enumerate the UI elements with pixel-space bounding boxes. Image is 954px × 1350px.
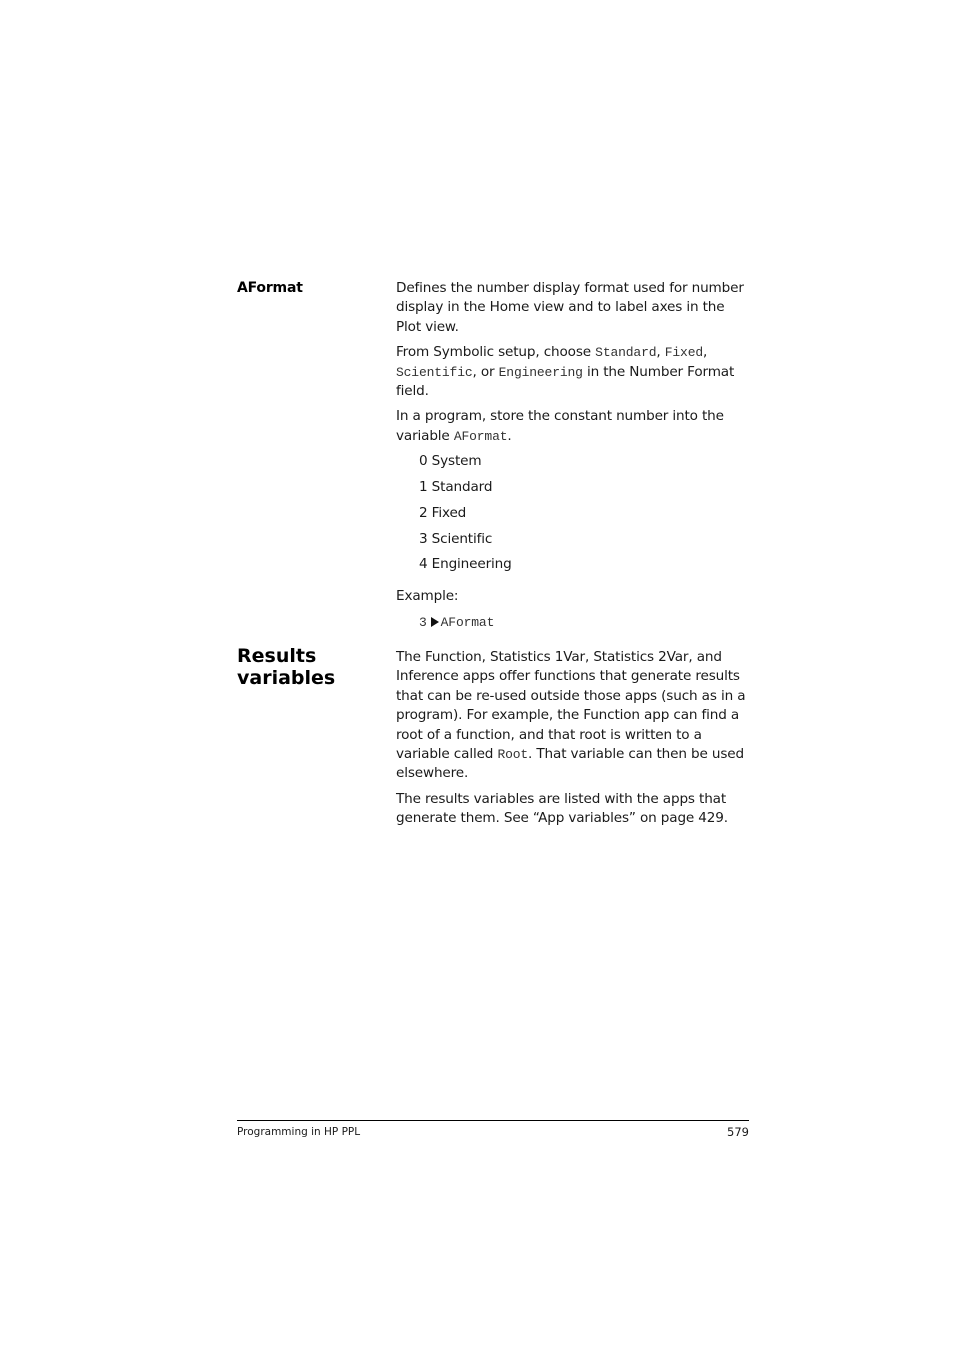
text: , bbox=[656, 344, 665, 361]
results-variables-heading: Results variables bbox=[237, 645, 336, 689]
aformat-paragraph-3 bbox=[396, 407, 752, 446]
page-number: 579 bbox=[727, 1125, 749, 1139]
format-option: 1 Standard bbox=[419, 479, 493, 496]
text: The Function, Statistics 1Var, Statistics 2Var, and Inference apps offer functions that generate results that can be re-used outside those apps (such as in a program). For example, the Function app can find a root of a function, and that root is written to a variable called bbox=[396, 649, 746, 763]
format-options-list bbox=[419, 452, 752, 581]
aformat-description bbox=[396, 279, 752, 632]
text: . bbox=[507, 427, 512, 444]
code-fixed: Fixed bbox=[664, 345, 703, 361]
code-root: Root bbox=[497, 747, 529, 763]
results-paragraph-1 bbox=[396, 648, 752, 784]
format-option: 3 Scientific bbox=[419, 530, 493, 547]
results-variables-description bbox=[396, 648, 752, 835]
text: In a program, store the constant number into the variable bbox=[396, 408, 724, 444]
aformat-paragraph-1: Defines the number display format used for number display in the Home view and to label axes in the Plot view. bbox=[396, 280, 744, 335]
footer-rule bbox=[237, 1120, 749, 1121]
example-variable: AFormat bbox=[440, 614, 495, 630]
example-value: 3 bbox=[419, 614, 427, 630]
text: From Symbolic setup, choose bbox=[396, 344, 596, 361]
text: in the Number Format field. bbox=[396, 363, 735, 400]
text: , or bbox=[472, 363, 499, 380]
results-paragraph-2: The results variables are listed with the apps that generate them. See “App variables” on page 429. bbox=[396, 790, 728, 827]
example-code bbox=[419, 613, 752, 632]
aformat-paragraph-2 bbox=[396, 343, 752, 401]
code-scientific: Scientific bbox=[396, 364, 473, 380]
code-aformat: AFormat bbox=[453, 428, 508, 444]
format-option: 4 Engineering bbox=[419, 556, 512, 573]
example-label: Example: bbox=[396, 588, 459, 605]
code-standard: Standard bbox=[595, 345, 657, 361]
text: . That variable can then be used elsewhere. bbox=[396, 746, 744, 782]
code-engineering: Engineering bbox=[498, 364, 583, 380]
store-arrow-icon bbox=[431, 617, 439, 627]
text: , bbox=[703, 344, 708, 361]
format-option: 2 Fixed bbox=[419, 504, 467, 521]
footer-title: Programming in HP PPL bbox=[237, 1126, 361, 1138]
format-option: 0 System bbox=[419, 453, 482, 470]
aformat-term: AFormat bbox=[237, 280, 303, 296]
